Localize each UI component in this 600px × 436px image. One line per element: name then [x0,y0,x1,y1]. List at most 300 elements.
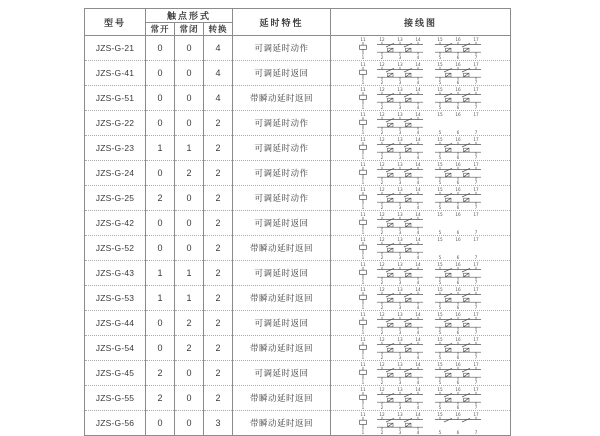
svg-text:1: 1 [361,104,364,110]
table-row [85,286,511,311]
svg-text:3: 3 [398,304,401,310]
svg-text:16: 16 [454,37,461,42]
delay-characteristic-cell: 带瞬动延时返回 [233,336,331,361]
table-row [85,186,511,211]
svg-text:13: 13 [396,62,403,67]
svg-text:3: 3 [398,179,401,185]
changeover-count-cell: 2 [204,211,233,236]
delay-characteristic-cell: 带瞬动延时返回 [233,86,331,111]
delay-characteristic-cell: 带瞬动延时返回 [233,236,331,261]
svg-text:14: 14 [414,287,421,292]
svg-text:12: 12 [378,262,385,267]
svg-text:16: 16 [454,137,461,142]
model-cell: JZS-G-55 [85,386,146,411]
svg-text:7: 7 [474,304,477,310]
normally-open-count-cell: 0 [146,236,175,261]
svg-text:7: 7 [474,154,477,160]
svg-text:15: 15 [436,162,443,167]
svg-text:6: 6 [456,379,459,385]
svg-text:5: 5 [438,354,441,360]
changeover-count-cell: 2 [204,361,233,386]
svg-text:3: 3 [398,379,401,385]
table-row [85,261,511,286]
normally-open-count-cell: 2 [146,361,175,386]
svg-text:1: 1 [361,204,364,210]
wiring-diagram-icon [353,337,489,360]
model-cell: JZS-G-43 [85,261,146,286]
model-cell: JZS-G-23 [85,136,146,161]
normally-open-count-cell: 1 [146,261,175,286]
svg-text:2: 2 [380,304,383,310]
svg-text:11: 11 [359,162,366,167]
svg-text:4: 4 [416,279,419,285]
col-header-wiring-diagram: 接线图 [331,9,511,36]
svg-text:15: 15 [436,187,443,192]
svg-text:6: 6 [456,179,459,185]
svg-text:2: 2 [380,204,383,210]
wiring-diagram-cell [331,336,511,361]
svg-text:15: 15 [436,37,443,42]
normally-closed-count-cell: 0 [175,36,204,61]
svg-text:3: 3 [398,329,401,335]
svg-text:5: 5 [438,404,441,410]
svg-text:3: 3 [398,279,401,285]
svg-text:2: 2 [380,154,383,160]
svg-text:5: 5 [438,379,441,385]
svg-text:4: 4 [416,379,419,385]
svg-text:11: 11 [359,37,366,42]
svg-text:12: 12 [378,112,385,117]
svg-text:2: 2 [380,354,383,360]
wiring-diagram-icon [353,187,489,210]
svg-text:16: 16 [454,162,461,167]
wiring-diagram-cell [331,86,511,111]
svg-text:17: 17 [472,112,479,117]
svg-text:4: 4 [416,79,419,85]
svg-text:2: 2 [380,229,383,235]
svg-text:7: 7 [474,204,477,210]
normally-open-count-cell: 0 [146,111,175,136]
svg-text:4: 4 [416,229,419,235]
svg-text:14: 14 [414,37,421,42]
svg-text:6: 6 [456,429,459,435]
model-cell: JZS-G-52 [85,236,146,261]
wiring-diagram-cell [331,386,511,411]
wiring-diagram-cell [331,361,511,386]
svg-text:14: 14 [414,87,421,92]
normally-open-count-cell: 0 [146,61,175,86]
svg-text:6: 6 [456,354,459,360]
wiring-diagram-icon [353,162,489,185]
svg-text:7: 7 [474,279,477,285]
svg-text:12: 12 [378,412,385,417]
svg-text:11: 11 [359,287,366,292]
svg-text:1: 1 [361,254,364,260]
svg-text:2: 2 [380,329,383,335]
delay-characteristic-cell: 可调延时返回 [233,361,331,386]
changeover-count-cell: 2 [204,261,233,286]
svg-text:14: 14 [414,62,421,67]
model-cell: JZS-G-24 [85,161,146,186]
svg-text:6: 6 [456,104,459,110]
svg-text:17: 17 [472,137,479,142]
changeover-count-cell: 2 [204,386,233,411]
normally-open-count-cell: 2 [146,186,175,211]
model-cell: JZS-G-45 [85,361,146,386]
svg-text:7: 7 [474,429,477,435]
delay-characteristic-cell: 可调延时动作 [233,186,331,211]
wiring-diagram-cell [331,411,511,436]
svg-text:2: 2 [380,129,383,135]
svg-text:11: 11 [359,137,366,142]
normally-closed-count-cell: 1 [175,136,204,161]
svg-text:1: 1 [361,54,364,60]
svg-text:17: 17 [472,237,479,242]
normally-open-count-cell: 2 [146,386,175,411]
svg-text:1: 1 [361,229,364,235]
normally-closed-count-cell: 1 [175,261,204,286]
svg-text:1: 1 [361,154,364,160]
svg-text:13: 13 [396,237,403,242]
svg-text:15: 15 [436,262,443,267]
normally-open-count-cell: 0 [146,211,175,236]
svg-text:4: 4 [416,304,419,310]
svg-text:7: 7 [474,54,477,60]
svg-text:2: 2 [380,104,383,110]
svg-text:2: 2 [380,279,383,285]
model-cell: JZS-G-41 [85,61,146,86]
svg-text:12: 12 [378,87,385,92]
svg-text:3: 3 [398,429,401,435]
svg-text:12: 12 [378,237,385,242]
svg-text:14: 14 [414,362,421,367]
svg-text:15: 15 [436,412,443,417]
svg-text:14: 14 [414,162,421,167]
svg-text:6: 6 [456,129,459,135]
svg-text:11: 11 [359,262,366,267]
svg-text:1: 1 [361,404,364,410]
svg-text:7: 7 [474,379,477,385]
table-row [85,361,511,386]
changeover-count-cell: 4 [204,86,233,111]
normally-open-count-cell: 0 [146,86,175,111]
col-header-changeover: 转换 [204,23,233,36]
model-cell: JZS-G-22 [85,111,146,136]
svg-text:14: 14 [414,187,421,192]
svg-text:17: 17 [472,212,479,217]
svg-text:3: 3 [398,404,401,410]
normally-closed-count-cell: 0 [175,61,204,86]
svg-text:16: 16 [454,337,461,342]
svg-text:4: 4 [416,404,419,410]
svg-text:16: 16 [454,312,461,317]
svg-text:14: 14 [414,337,421,342]
svg-text:17: 17 [472,312,479,317]
normally-open-count-cell: 0 [146,311,175,336]
changeover-count-cell: 3 [204,411,233,436]
changeover-count-cell: 2 [204,311,233,336]
svg-text:12: 12 [378,387,385,392]
svg-text:14: 14 [414,312,421,317]
changeover-count-cell: 2 [204,111,233,136]
svg-text:4: 4 [416,354,419,360]
svg-text:17: 17 [472,262,479,267]
svg-text:17: 17 [472,337,479,342]
svg-text:15: 15 [436,362,443,367]
model-cell: JZS-G-42 [85,211,146,236]
svg-text:13: 13 [396,37,403,42]
delay-characteristic-cell: 可调延时动作 [233,36,331,61]
normally-closed-count-cell: 2 [175,311,204,336]
normally-open-count-cell: 1 [146,136,175,161]
svg-text:16: 16 [454,112,461,117]
svg-text:3: 3 [398,54,401,60]
svg-text:14: 14 [414,137,421,142]
svg-text:7: 7 [474,129,477,135]
col-header-normally-closed: 常闭 [175,23,204,36]
svg-text:7: 7 [474,354,477,360]
svg-text:17: 17 [472,362,479,367]
col-header-contact-form: 触点形式 [146,9,233,23]
svg-text:15: 15 [436,112,443,117]
table-body [85,36,511,436]
svg-text:14: 14 [414,237,421,242]
svg-text:17: 17 [472,87,479,92]
svg-text:3: 3 [398,79,401,85]
svg-text:4: 4 [416,254,419,260]
svg-text:1: 1 [361,279,364,285]
col-header-delay-characteristic: 延时特性 [233,9,331,36]
svg-text:2: 2 [380,54,383,60]
svg-text:5: 5 [438,104,441,110]
svg-text:17: 17 [472,187,479,192]
svg-text:4: 4 [416,204,419,210]
svg-text:13: 13 [396,362,403,367]
normally-closed-count-cell: 2 [175,161,204,186]
table-row [85,36,511,61]
wiring-diagram-cell [331,286,511,311]
table-row [85,111,511,136]
svg-text:4: 4 [416,54,419,60]
svg-text:5: 5 [438,79,441,85]
changeover-count-cell: 2 [204,186,233,211]
table-row [85,311,511,336]
svg-text:17: 17 [472,412,479,417]
normally-closed-count-cell: 2 [175,336,204,361]
wiring-diagram-cell [331,211,511,236]
svg-text:13: 13 [396,412,403,417]
col-header-normally-open: 常开 [146,23,175,36]
svg-text:12: 12 [378,362,385,367]
svg-text:17: 17 [472,162,479,167]
svg-text:6: 6 [456,329,459,335]
delay-characteristic-cell: 可调延时动作 [233,161,331,186]
svg-text:6: 6 [456,154,459,160]
svg-text:3: 3 [398,204,401,210]
svg-text:1: 1 [361,354,364,360]
wiring-diagram-icon [353,412,489,435]
normally-open-count-cell: 0 [146,36,175,61]
svg-text:15: 15 [436,312,443,317]
svg-text:3: 3 [398,229,401,235]
wiring-diagram-cell [331,61,511,86]
wiring-diagram-cell [331,236,511,261]
delay-characteristic-cell: 可调延时动作 [233,111,331,136]
svg-text:6: 6 [456,304,459,310]
svg-text:16: 16 [454,362,461,367]
svg-text:11: 11 [359,312,366,317]
svg-text:1: 1 [361,179,364,185]
svg-text:11: 11 [359,62,366,67]
normally-closed-count-cell: 0 [175,411,204,436]
table-row [85,411,511,436]
svg-text:7: 7 [474,254,477,260]
svg-text:1: 1 [361,429,364,435]
wiring-diagram-icon [353,37,489,60]
svg-text:14: 14 [414,262,421,267]
delay-characteristic-cell: 可调延时返回 [233,211,331,236]
svg-text:11: 11 [359,87,366,92]
svg-text:12: 12 [378,287,385,292]
svg-text:15: 15 [436,287,443,292]
svg-text:12: 12 [378,137,385,142]
svg-text:5: 5 [438,304,441,310]
wiring-diagram-cell [331,36,511,61]
svg-text:4: 4 [416,129,419,135]
svg-text:15: 15 [436,87,443,92]
svg-text:11: 11 [359,237,366,242]
svg-text:5: 5 [438,254,441,260]
svg-text:4: 4 [416,179,419,185]
svg-text:7: 7 [474,404,477,410]
wiring-diagram-icon [353,262,489,285]
normally-open-count-cell: 1 [146,286,175,311]
table-row [85,386,511,411]
svg-text:12: 12 [378,162,385,167]
svg-text:15: 15 [436,62,443,67]
model-cell: JZS-G-44 [85,311,146,336]
svg-text:16: 16 [454,287,461,292]
svg-text:17: 17 [472,62,479,67]
normally-open-count-cell: 0 [146,161,175,186]
svg-text:4: 4 [416,329,419,335]
changeover-count-cell: 2 [204,336,233,361]
table-row [85,336,511,361]
wiring-diagram-icon [353,387,489,410]
svg-text:13: 13 [396,87,403,92]
svg-text:4: 4 [416,429,419,435]
svg-text:12: 12 [378,187,385,192]
svg-text:7: 7 [474,79,477,85]
svg-text:15: 15 [436,237,443,242]
svg-text:3: 3 [398,354,401,360]
delay-characteristic-cell: 可调延时返回 [233,311,331,336]
svg-text:13: 13 [396,387,403,392]
normally-closed-count-cell: 0 [175,186,204,211]
table-header [85,9,511,36]
svg-text:2: 2 [380,379,383,385]
delay-characteristic-cell: 可调延时动作 [233,136,331,161]
svg-text:6: 6 [456,254,459,260]
svg-text:5: 5 [438,154,441,160]
svg-text:3: 3 [398,154,401,160]
svg-text:12: 12 [378,312,385,317]
svg-text:13: 13 [396,262,403,267]
svg-text:2: 2 [380,404,383,410]
svg-text:4: 4 [416,104,419,110]
svg-text:11: 11 [359,212,366,217]
svg-text:14: 14 [414,212,421,217]
svg-text:1: 1 [361,79,364,85]
wiring-diagram-icon [353,287,489,310]
delay-characteristic-cell: 可调延时返回 [233,261,331,286]
wiring-diagram-cell [331,261,511,286]
wiring-diagram-cell [331,111,511,136]
svg-text:6: 6 [456,79,459,85]
svg-text:16: 16 [454,237,461,242]
svg-text:1: 1 [361,379,364,385]
model-cell: JZS-G-51 [85,86,146,111]
svg-text:15: 15 [436,137,443,142]
svg-text:5: 5 [438,279,441,285]
svg-text:14: 14 [414,387,421,392]
svg-text:2: 2 [380,254,383,260]
changeover-count-cell: 2 [204,136,233,161]
svg-text:14: 14 [414,112,421,117]
normally-open-count-cell: 0 [146,411,175,436]
wiring-diagram-icon [353,362,489,385]
delay-characteristic-cell: 可调延时返回 [233,61,331,86]
changeover-count-cell: 4 [204,36,233,61]
svg-text:16: 16 [454,212,461,217]
svg-text:5: 5 [438,329,441,335]
svg-text:11: 11 [359,112,366,117]
svg-text:3: 3 [398,104,401,110]
model-cell: JZS-G-53 [85,286,146,311]
svg-text:2: 2 [380,429,383,435]
normally-closed-count-cell: 1 [175,286,204,311]
wiring-diagram-cell [331,311,511,336]
changeover-count-cell: 2 [204,161,233,186]
svg-text:5: 5 [438,179,441,185]
normally-closed-count-cell: 0 [175,361,204,386]
normally-open-count-cell: 0 [146,336,175,361]
svg-text:11: 11 [359,387,366,392]
svg-text:13: 13 [396,112,403,117]
svg-text:6: 6 [456,404,459,410]
table-row [85,136,511,161]
svg-text:15: 15 [436,387,443,392]
wiring-diagram-cell [331,136,511,161]
normally-closed-count-cell: 0 [175,211,204,236]
table-row [85,236,511,261]
svg-text:7: 7 [474,104,477,110]
svg-text:6: 6 [456,204,459,210]
wiring-diagram-icon [353,87,489,110]
svg-text:12: 12 [378,62,385,67]
normally-closed-count-cell: 0 [175,111,204,136]
header-row-1 [85,9,511,23]
svg-text:1: 1 [361,304,364,310]
svg-text:11: 11 [359,362,366,367]
wiring-diagram-icon [353,312,489,335]
wiring-diagram-icon [353,137,489,160]
svg-text:13: 13 [396,137,403,142]
normally-closed-count-cell: 0 [175,86,204,111]
wiring-diagram-cell [331,186,511,211]
model-cell: JZS-G-56 [85,411,146,436]
svg-text:13: 13 [396,312,403,317]
